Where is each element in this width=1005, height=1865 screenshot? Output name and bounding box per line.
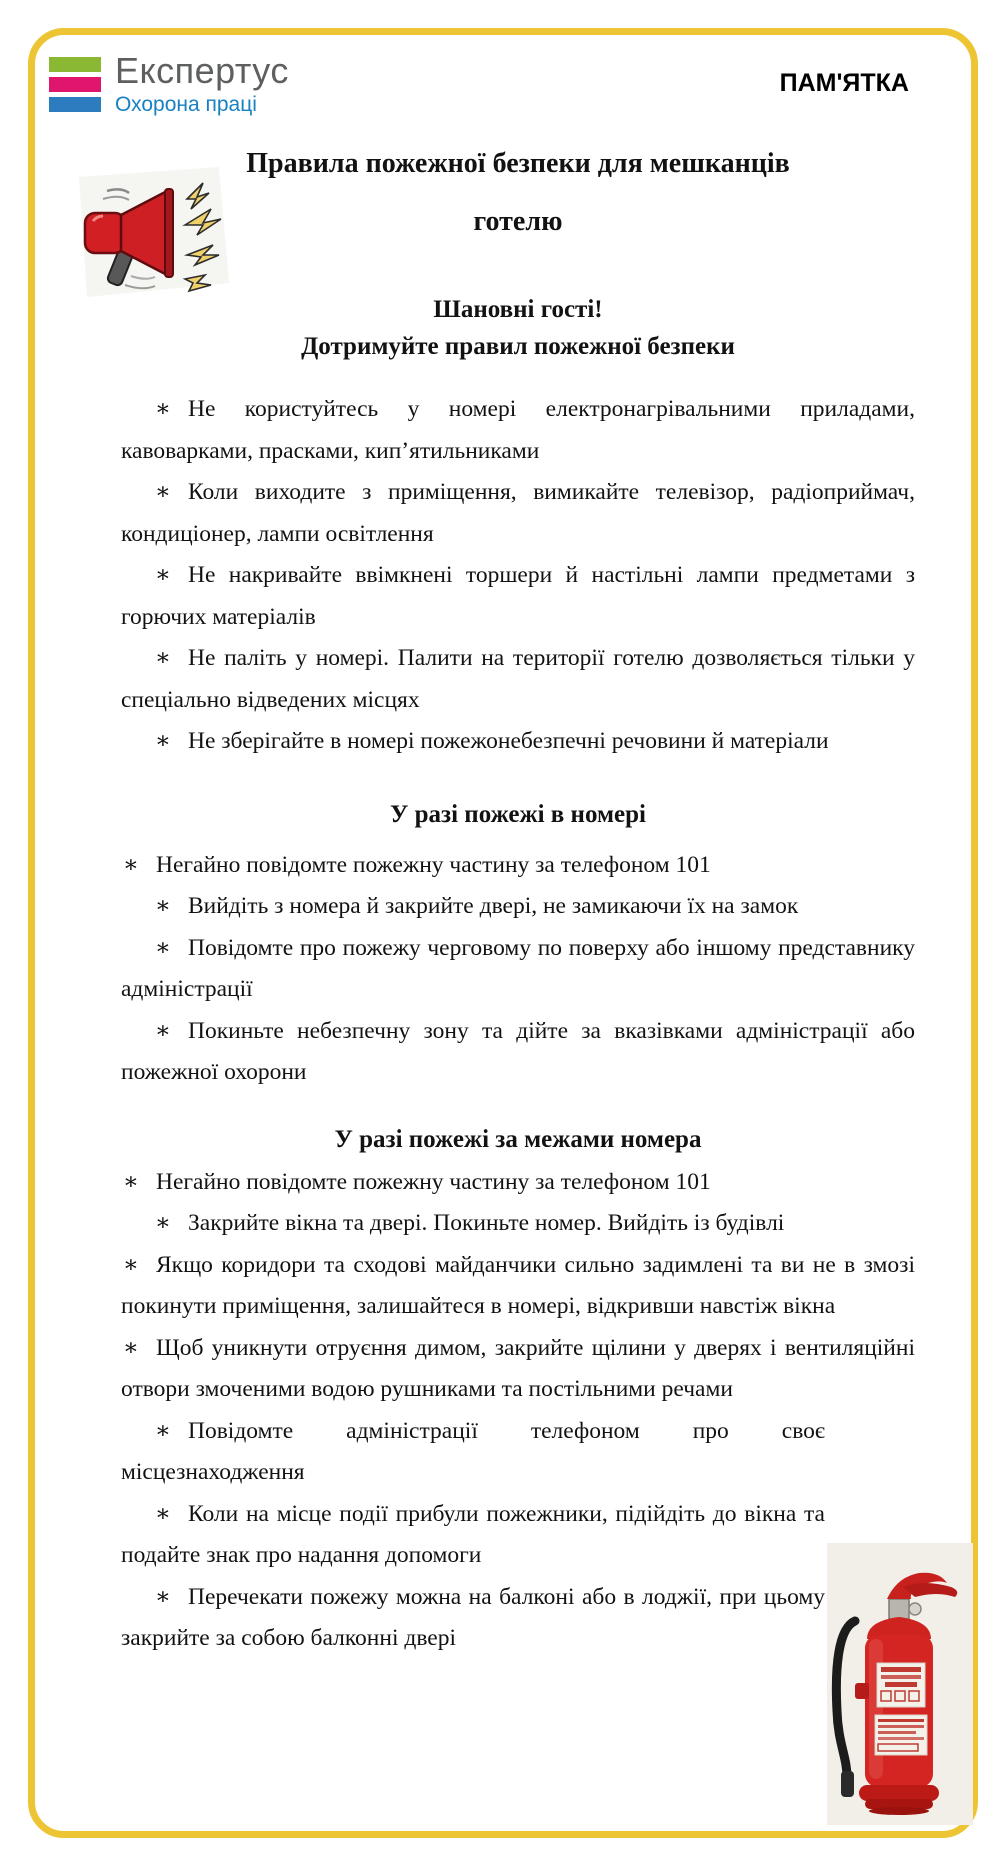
list-item: ∗ Коли виходите з приміщення, вимикайте телевізор, радіоприймач, кондиціонер, лампи освітлення bbox=[121, 479, 915, 547]
asterisk-bullet: ∗ bbox=[155, 893, 171, 919]
asterisk-bullet: ∗ bbox=[155, 479, 171, 505]
list-item: ∗ Коли на місце події прибули пожежники, підійдіть до вікна та подайте знак про надання допомоги bbox=[121, 1500, 825, 1568]
list-item: ∗ Негайно повідомте пожежну частину за телефоном 101 bbox=[123, 851, 711, 878]
document-content bbox=[121, 135, 915, 1660]
list-item: ∗ Не накривайте ввімкнені торшери й настільні лампи предметами з горючих матеріалів bbox=[121, 562, 915, 630]
asterisk-bullet: ∗ bbox=[123, 851, 139, 878]
memo-label: ПАМ'ЯТКА bbox=[779, 69, 909, 97]
fire-in-room-list bbox=[121, 845, 915, 1094]
list-item: ∗ Вийдіть з номера й закрийте двері, не замикаючи їх на замок bbox=[155, 893, 799, 919]
asterisk-bullet: ∗ bbox=[123, 1168, 139, 1195]
asterisk-bullet: ∗ bbox=[155, 1210, 171, 1236]
list-item: ∗ Не користуйтесь у номері електронагрівальними приладами, кавоварками, прасками, кип’ятильниками bbox=[121, 396, 915, 464]
page-border bbox=[28, 28, 978, 1838]
asterisk-bullet: ∗ bbox=[155, 934, 171, 961]
list-item: ∗ Перечекати пожежу можна на балконі або в лоджії, при цьому закрийте за собою балконні двері bbox=[121, 1583, 825, 1651]
asterisk-bullet: ∗ bbox=[155, 562, 171, 588]
asterisk-bullet: ∗ bbox=[155, 645, 171, 671]
greeting-line-2: Дотримуйте правил пожежної безпеки bbox=[301, 333, 735, 360]
logo-stripes-icon bbox=[49, 57, 101, 112]
section-heading-fire-in-room: У разі пожежі в номері bbox=[390, 800, 646, 828]
title-line-1: Правила пожежної безпеки для мешканців bbox=[246, 148, 790, 179]
list-item: ∗ Не паліть у номері. Палити на території готелю дозволяється тільки у спеціально відведених місцях bbox=[121, 645, 915, 713]
list-item: ∗ Якщо коридори та сходові майданчики сильно задимлені та ви не в змозі покинути приміщення, залишайтеся в номері, відкривши навстіж вікна bbox=[121, 1251, 915, 1319]
asterisk-bullet: ∗ bbox=[155, 396, 171, 422]
fire-extinguisher-photo bbox=[827, 1543, 973, 1825]
asterisk-bullet: ∗ bbox=[155, 728, 171, 754]
logo-stripe-green bbox=[49, 57, 101, 72]
brand-name: Експертус bbox=[115, 50, 289, 91]
asterisk-bullet: ∗ bbox=[155, 1583, 171, 1610]
brand-subtitle: Охорона праці bbox=[115, 93, 257, 116]
list-item: ∗ Щоб уникнути отруєння димом, закрийте щілини у дверях і вентиляційні отвори змоченими водою рушниками та постільними речами bbox=[121, 1334, 915, 1402]
asterisk-bullet: ∗ bbox=[155, 1017, 171, 1044]
greeting bbox=[121, 291, 915, 365]
asterisk-bullet: ∗ bbox=[155, 1417, 171, 1444]
section-heading-fire-outside-room: У разі пожежі за межами номера bbox=[334, 1125, 702, 1153]
asterisk-bullet: ∗ bbox=[155, 1500, 171, 1527]
brand-logo bbox=[49, 51, 289, 117]
asterisk-bullet: ∗ bbox=[123, 1251, 139, 1278]
greeting-line-1: Шановні гості! bbox=[433, 296, 603, 323]
list-item: ∗ Повідомте про пожежу черговому по поверху або іншому представнику адміністрації bbox=[121, 934, 915, 1002]
logo-stripe-pink bbox=[49, 77, 101, 92]
brand-text bbox=[115, 51, 289, 117]
intro-rules-list bbox=[121, 389, 915, 763]
list-item: ∗ Покиньте небезпечну зону та дійте за вказівками адміністрації або пожежної охорони bbox=[121, 1017, 915, 1085]
title-line-2: готелю bbox=[473, 206, 563, 237]
page-title bbox=[121, 135, 915, 251]
logo-stripe-blue bbox=[49, 97, 101, 112]
list-item: ∗ Не зберігайте в номері пожежонебезпечні речовини й матеріали bbox=[155, 728, 829, 754]
list-item: ∗ Закрийте вікна та двері. Покиньте номер. Вийдіть із будівлі bbox=[155, 1210, 785, 1236]
asterisk-bullet: ∗ bbox=[123, 1334, 139, 1361]
list-item: ∗ Негайно повідомте пожежну частину за телефоном 101 bbox=[123, 1168, 711, 1195]
list-item: ∗ Повідомте адміністрації телефоном про своє місцезнаходження bbox=[121, 1417, 825, 1485]
fire-outside-room-list bbox=[121, 1162, 915, 1660]
